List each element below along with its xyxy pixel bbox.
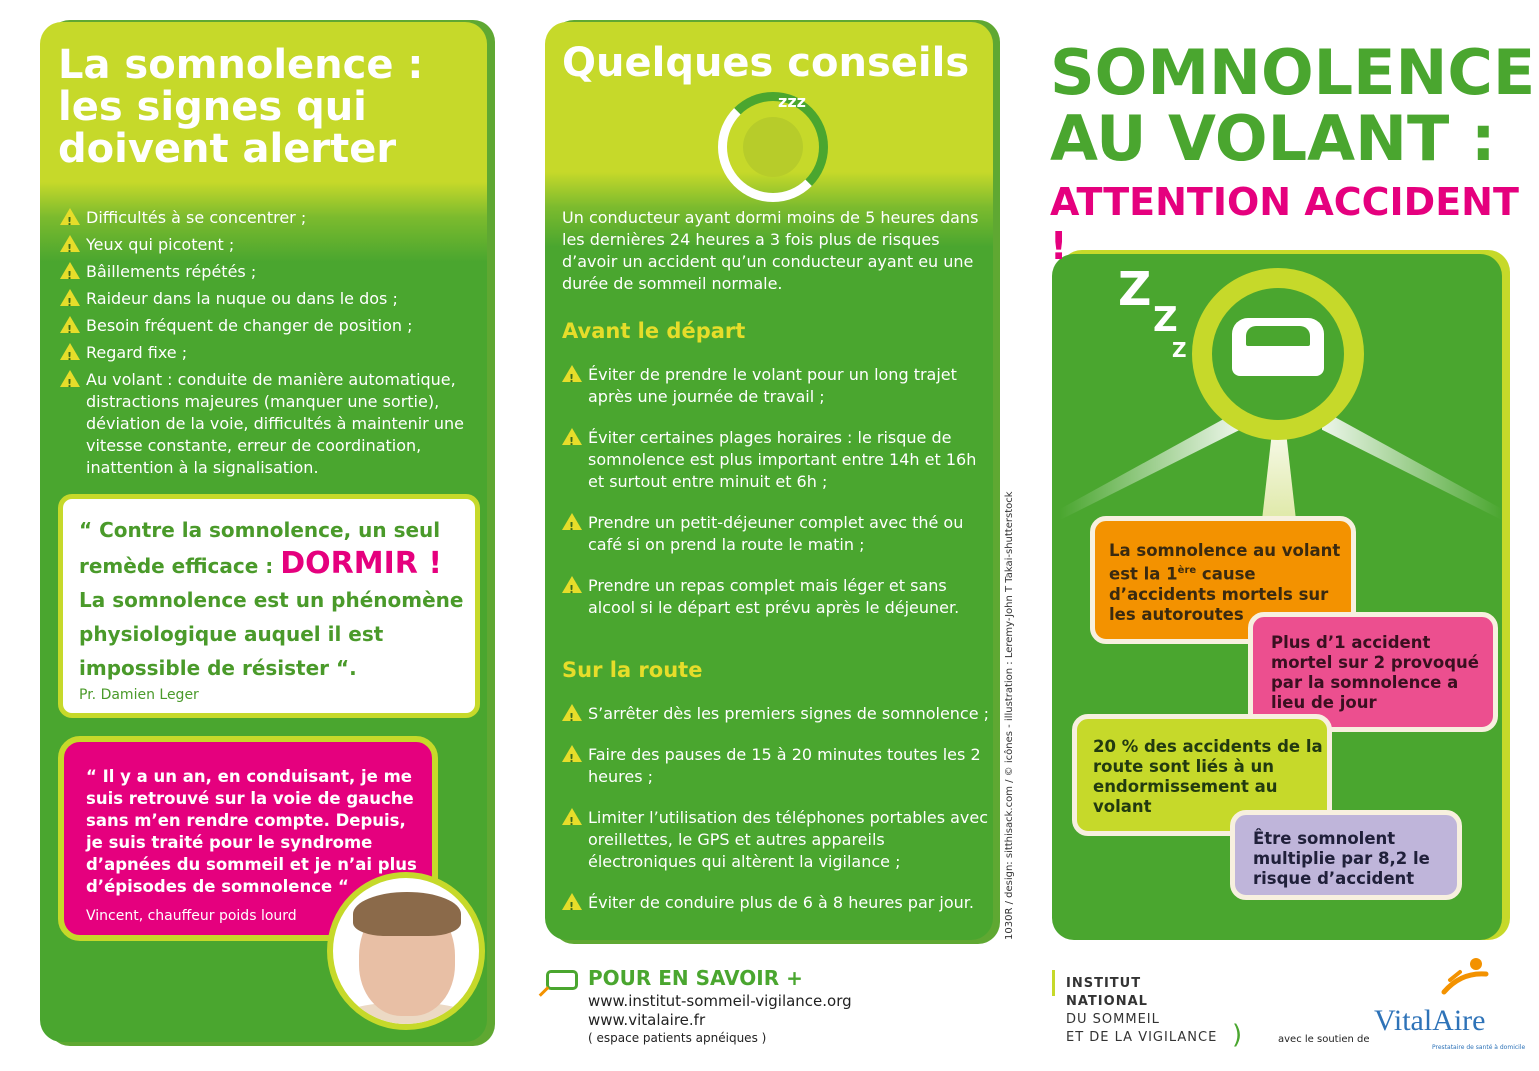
warning-signs-list [60, 207, 485, 484]
list-item [562, 807, 990, 873]
expert-author: Pr. Damien Leger [79, 687, 199, 703]
list-item [562, 892, 990, 914]
testimony-author: Vincent, chauffeur poids lourd [86, 908, 297, 924]
fact-text: Être somnolent multiplie par 8,2 le risque d’accident [1253, 829, 1430, 888]
main-title-line: SOMNOLENCE [1050, 36, 1536, 109]
list-item [60, 261, 485, 283]
sleep-z-icon: Z [1172, 338, 1187, 362]
list-item [562, 575, 990, 619]
sleep-z-icon: Z [1118, 262, 1152, 316]
institute-logo-line: DU SOMMEIL [1066, 1012, 1160, 1027]
sign-text: Au volant : conduite de manière automatique, distractions majeures (manquer une sortie), déviation de la voie, difficultés à maintenir une vitesse constante, erreur de coordination, inattention à la signalisation. [86, 370, 464, 477]
vitalaire-sun-icon [1436, 952, 1496, 1002]
warning-triangle-icon [60, 370, 80, 387]
fact-text: 20 % des accidents de la route sont liés à un endormissement au volant [1093, 737, 1323, 816]
vitalaire-logo: VitalAire [1374, 1004, 1486, 1037]
warning-triangle-icon [562, 745, 582, 762]
list-item [60, 288, 485, 310]
list-item [60, 315, 485, 337]
car-window [1246, 326, 1310, 346]
speech-bubble-icon [546, 970, 578, 990]
expert-quote-box [58, 494, 480, 718]
warning-triangle-icon [60, 343, 80, 360]
expert-quote [79, 513, 471, 685]
expert-quote-end: La somnolence est un phénomène physiologique auquel il est impossible de résister “. [79, 588, 464, 680]
main-subtitle: ATTENTION ACCIDENT ! [1050, 180, 1519, 268]
sleep-z-icon: Z [1153, 300, 1178, 340]
car-icon [1232, 318, 1324, 376]
fact-box-risk [1230, 810, 1462, 900]
fact-text-end: cause d’accidents mortels sur les autoroutes [1109, 564, 1329, 624]
sleepy-zzz-icon: zzz [778, 92, 806, 111]
sign-text: Regard fixe ; [86, 343, 188, 362]
institute-link[interactable]: www.institut-sommeil-vigilance.org [588, 992, 852, 1010]
warning-triangle-icon [562, 893, 582, 910]
sign-text: Bâillements répétés ; [86, 262, 257, 281]
list-item [60, 342, 485, 364]
warning-triangle-icon [60, 316, 80, 333]
advice-text: Prendre un repas complet mais léger et sans alcool si le départ est prévu après le déjeuner. [588, 576, 960, 617]
before-departure-heading: Avant le départ [562, 319, 746, 343]
middle-intro-text: Un conducteur ayant dormi moins de 5 heures dans les dernières 24 heures a 3 fois plus de risques d’avoir un accident qu’un conducteur ayant eu une durée de sommeil normale. [562, 208, 979, 293]
left-title-line: La somnolence : [58, 42, 424, 88]
sign-text: Difficultés à se concentrer ; [86, 208, 307, 227]
photo-hair [353, 892, 461, 936]
vitalaire-tagline: Prestataire de santé à domicile [1432, 1044, 1526, 1051]
main-title-line: AU VOLANT : [1050, 102, 1496, 175]
sleepy-driver-figure [743, 117, 803, 177]
middle-panel-title: Quelques conseils [562, 40, 970, 86]
main-title [1050, 36, 1536, 175]
fact-text-start: La somnolence au volant est la 1 [1109, 541, 1341, 584]
left-panel-title [58, 44, 478, 170]
left-title-line: doivent alerter [58, 126, 397, 172]
advice-text: Prendre un petit-déjeuner complet avec thé ou café si on prend la route le matin ; [588, 513, 964, 554]
patients-space-note: ( espace patients apnéiques ) [588, 1031, 767, 1045]
institute-logo-line: INSTITUT [1066, 976, 1142, 991]
list-item [562, 512, 990, 556]
more-info-title: POUR EN SAVOIR + [588, 966, 803, 990]
design-credits: 1030R / design: sitthisack.com / © icônes - illustration : Leremy-John T Takai-shutterstock [1004, 491, 1015, 940]
institute-logo-bracket: ) [1232, 1020, 1243, 1050]
arrow-icon [539, 986, 550, 997]
warning-triangle-icon [60, 262, 80, 279]
warning-triangle-icon [562, 365, 582, 382]
left-title-line: les signes qui [58, 84, 367, 130]
list-item [562, 744, 990, 788]
warning-triangle-icon [60, 289, 80, 306]
before-departure-list [562, 364, 990, 638]
warning-triangle-icon [562, 513, 582, 530]
vitalaire-link[interactable]: www.vitalaire.fr [588, 1011, 706, 1029]
institute-logo-line: ET DE LA VIGILANCE [1066, 1030, 1218, 1045]
testimony-quote: “ Il y a un an, en conduisant, je me suis retrouvé sur la voie de gauche sans m’en rendre compte. Depuis, je suis traité pour le syndrome d’apnées du sommeil et je n’ai plus d’épisodes de somnolence “ [86, 767, 417, 896]
sign-text: Yeux qui picotent ; [86, 235, 235, 254]
expert-quote-start: “ Contre la somnolence, un seul remède efficace : [79, 518, 441, 578]
list-item [60, 234, 485, 256]
advice-text: Limiter l’utilisation des téléphones portables avec oreillettes, le GPS et autres appareils électroniques qui altèrent la vigilance ; [588, 808, 989, 871]
driver-photo [327, 872, 485, 1030]
expert-quote-emphasis: DORMIR ! [280, 546, 442, 581]
warning-triangle-icon [562, 576, 582, 593]
list-item [562, 427, 990, 493]
fact-superscript: ère [1177, 565, 1197, 576]
list-item [562, 364, 990, 408]
fact-text: Plus d’1 accident mortel sur 2 provoqué par la somnolence a lieu de jour [1271, 633, 1479, 712]
list-item [60, 369, 485, 479]
warning-triangle-icon [60, 208, 80, 225]
list-item [562, 703, 990, 725]
sign-text: Raideur dans la nuque ou dans le dos ; [86, 289, 398, 308]
warning-triangle-icon [562, 808, 582, 825]
warning-triangle-icon [562, 428, 582, 445]
list-item [60, 207, 485, 229]
institute-logo-line: NATIONAL [1066, 994, 1148, 1009]
sleepy-driver-icon [718, 92, 828, 202]
advice-text: Éviter certaines plages horaires : le risque de somnolence est plus important entre 14h et 16h et surtout entre minuit et 6h ; [588, 428, 977, 491]
on-the-road-list [562, 703, 990, 933]
advice-text: Faire des pauses de 15 à 20 minutes toutes les 2 heures ; [588, 745, 981, 786]
support-text: avec le soutien de [1278, 1034, 1370, 1045]
advice-text: Éviter de conduire plus de 6 à 8 heures par jour. [588, 893, 974, 912]
warning-triangle-icon [60, 235, 80, 252]
on-the-road-heading: Sur la route [562, 658, 703, 682]
advice-text: S’arrêter dès les premiers signes de somnolence ; [588, 704, 990, 723]
sign-text: Besoin fréquent de changer de position ; [86, 316, 413, 335]
warning-triangle-icon [562, 704, 582, 721]
advice-text: Éviter de prendre le volant pour un long trajet après une journée de travail ; [588, 365, 957, 406]
institute-logo-bar [1052, 970, 1055, 996]
